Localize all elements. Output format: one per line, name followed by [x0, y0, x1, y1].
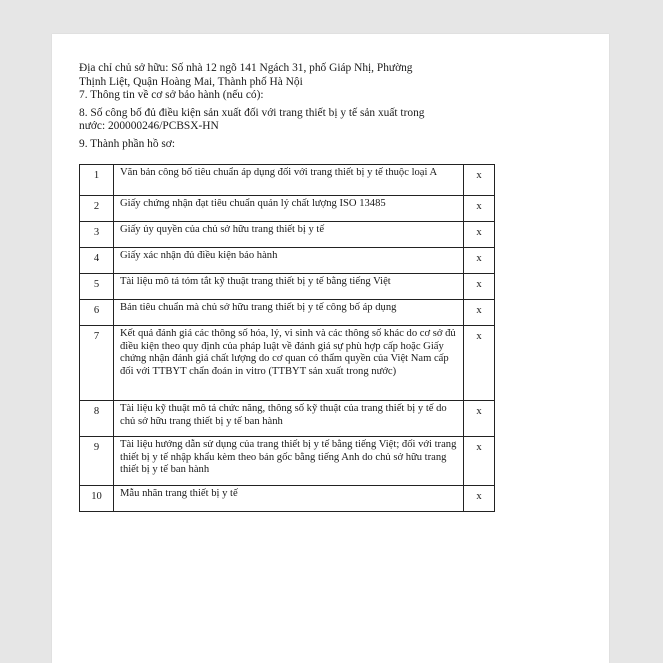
table-row [80, 248, 495, 274]
row-number: 1 [80, 165, 114, 196]
row-description: Bản tiêu chuẩn mà chủ sở hữu trang thiết bị y tế công bố áp dụng [114, 300, 464, 326]
document-text [79, 62, 499, 151]
table-row [80, 165, 495, 196]
row-mark: x [464, 437, 495, 486]
row-description: Kết quả đánh giá các thông số hóa, lý, vi sinh và các thông số khác do cơ sở đủ điều kiện theo quy định của pháp luật về đánh giá sự phù hợp cấp hoặc Giấy chứng nhận đánh giá chất lượng do cơ quan có thẩm quyền của Việt Nam cấp đối với TTBYT chẩn đoán in vitro (TTBYT sản xuất trong nước) [114, 326, 464, 401]
records-table [79, 164, 495, 512]
row-mark: x [464, 274, 495, 300]
row-number: 6 [80, 300, 114, 326]
table-row [80, 222, 495, 248]
table-row [80, 300, 495, 326]
row-mark: x [464, 401, 495, 437]
row-number: 10 [80, 486, 114, 512]
production-certificate-line-2: nước: 200000246/PCBSX-HN [79, 120, 219, 132]
row-number: 3 [80, 222, 114, 248]
row-description: Tài liệu mô tả tóm tắt kỹ thuật trang thiết bị y tế bằng tiếng Việt [114, 274, 464, 300]
row-number: 5 [80, 274, 114, 300]
row-description: Tài liệu hướng dẫn sử dụng của trang thiết bị y tế bằng tiếng Việt; đối với trang thiết bị y tế nhập khẩu kèm theo bản gốc bằng tiếng Anh do chủ sở hữu trang thiết bị y tế ban hành [114, 437, 464, 486]
production-certificate-line-1: 8. Số công bố đủ điều kiện sản xuất đối với trang thiết bị y tế sản xuất trong [79, 106, 425, 119]
table-row [80, 486, 495, 512]
row-number: 7 [80, 326, 114, 401]
owner-address-line-2: Thịnh Liệt, Quận Hoàng Mai, Thành phố Hà Nội [79, 75, 303, 88]
row-mark: x [464, 196, 495, 222]
row-mark: x [464, 222, 495, 248]
row-mark: x [464, 326, 495, 401]
row-description: Giấy chứng nhận đạt tiêu chuẩn quản lý chất lượng ISO 13485 [114, 196, 464, 222]
table-row [80, 274, 495, 300]
row-number: 2 [80, 196, 114, 222]
records-heading: 9. Thành phần hồ sơ: [79, 137, 175, 150]
row-number: 9 [80, 437, 114, 486]
warranty-info-heading: 7. Thông tin về cơ sở bảo hành (nếu có): [79, 89, 264, 101]
row-mark: x [464, 300, 495, 326]
row-mark: x [464, 165, 495, 196]
owner-address-line-1: Địa chỉ chủ sở hữu: Số nhà 12 ngõ 141 Ngách 31, phố Giáp Nhị, Phường [79, 62, 413, 74]
row-description: Văn bản công bố tiêu chuẩn áp dụng đối với trang thiết bị y tế thuộc loại A [114, 165, 464, 196]
row-number: 4 [80, 248, 114, 274]
row-description: Giấy ủy quyền của chủ sở hữu trang thiết bị y tế [114, 222, 464, 248]
table-row [80, 326, 495, 401]
row-description: Giấy xác nhận đủ điều kiện bảo hành [114, 248, 464, 274]
row-description: Tài liệu kỹ thuật mô tả chức năng, thông số kỹ thuật của trang thiết bị y tế do chủ sở hữu trang thiết bị y tế ban hành [114, 401, 464, 437]
row-description: Mẫu nhãn trang thiết bị y tế [114, 486, 464, 512]
row-number: 8 [80, 401, 114, 437]
row-mark: x [464, 248, 495, 274]
table-row [80, 437, 495, 486]
row-mark: x [464, 486, 495, 512]
table-row [80, 401, 495, 437]
table-row [80, 196, 495, 222]
